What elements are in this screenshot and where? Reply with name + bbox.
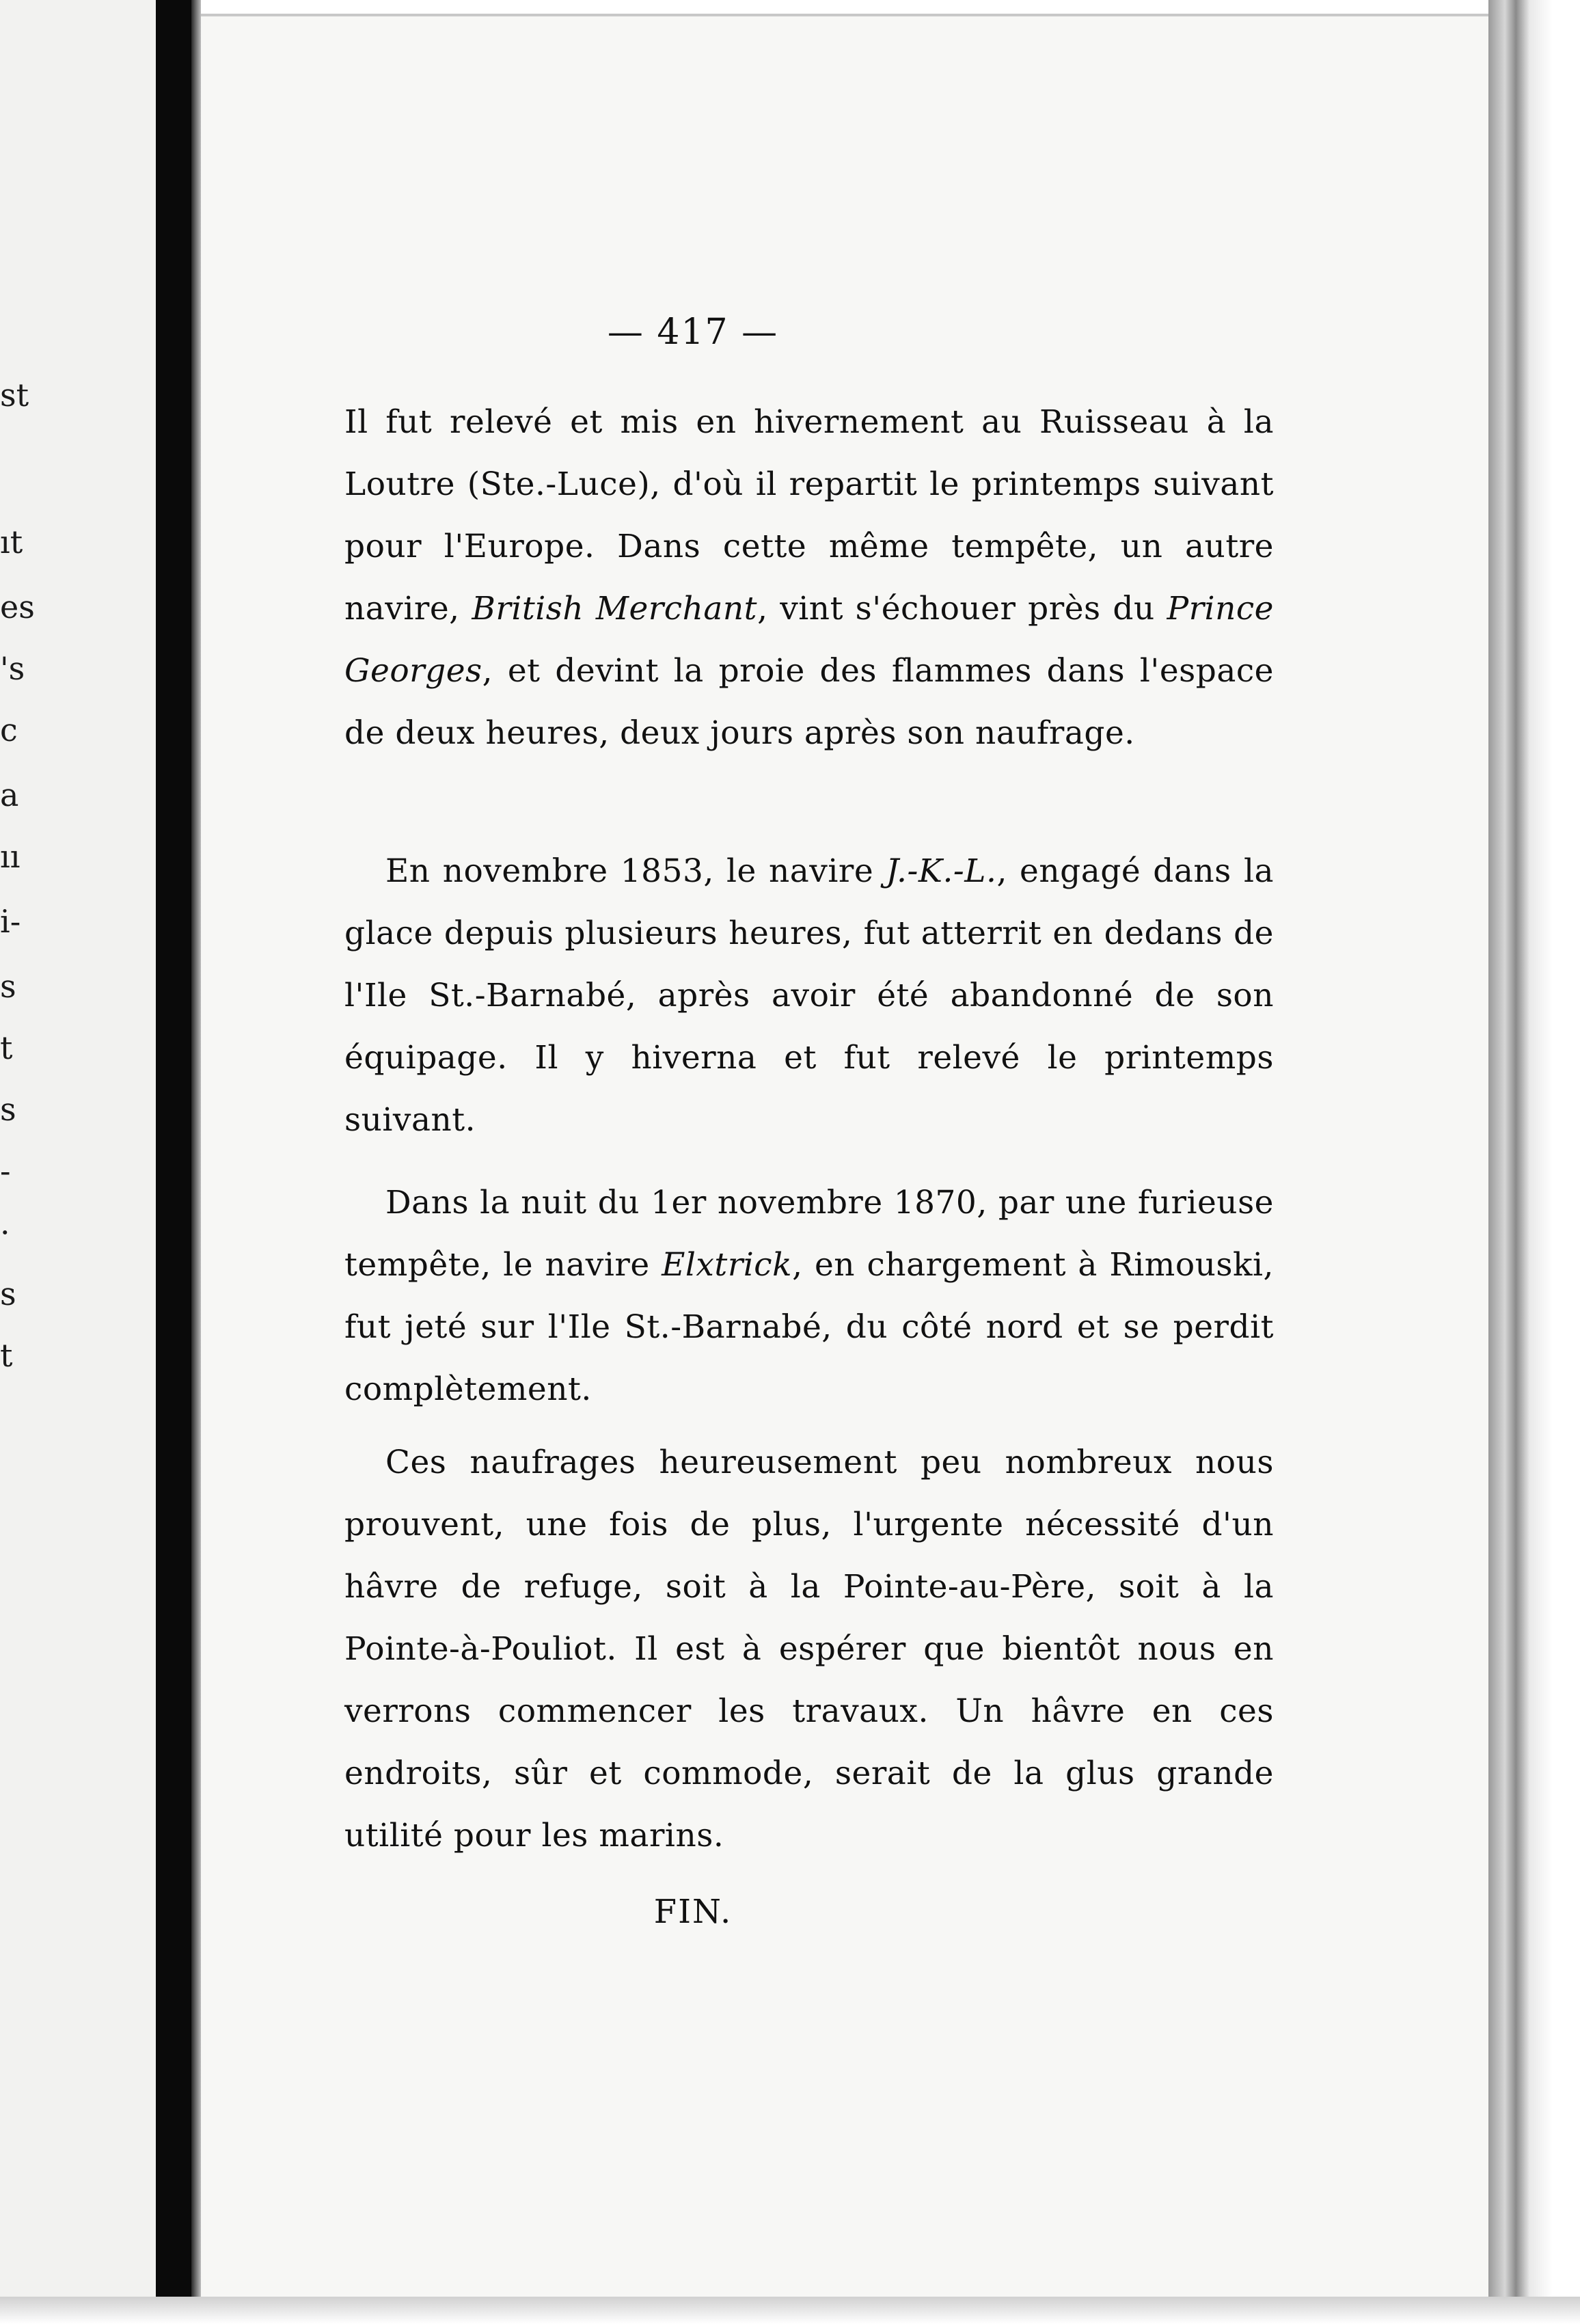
text-fragment: st	[0, 377, 29, 414]
page-number: — 417 —	[607, 312, 779, 353]
text-run: Il fut relevé et mis en hivernement au Ruisseau à la Loutre (Ste.-Luce), d'où il repartit le printemps suivant pour l'Europe. Dans cette même tempête, un autre navire,	[344, 403, 1274, 627]
gutter-shadow	[191, 0, 201, 2324]
text-run: En novembre 1853, le navire	[385, 852, 886, 890]
ship-name: Prince Georges	[344, 590, 1274, 690]
paragraph-3	[344, 1172, 1274, 1420]
text-fragment: s	[0, 1275, 16, 1312]
text-fragment: t	[0, 1337, 13, 1374]
text-fragment: s	[0, 968, 16, 1005]
text-fragment: ıı	[0, 838, 21, 875]
page-stack-edge	[1488, 0, 1580, 2324]
end-marker: FIN.	[653, 1893, 733, 1931]
text-fragment: i-	[0, 903, 21, 940]
bottom-edge	[0, 2297, 1580, 2324]
book-page	[201, 14, 1488, 2313]
text-run: , et devint la proie des flammes dans l'espace de deux heures, deux jours après son naufrage.	[344, 652, 1274, 752]
ship-name: Elxtrick	[662, 1246, 793, 1284]
text-fragment: t	[0, 1029, 13, 1066]
text-fragment: -	[0, 1152, 11, 1189]
text-run: , engagé dans la glace depuis plusieurs heures, fut atterrit en dedans de l'Ile St.-Barnabé, après avoir été abandonné de son équipage. Il y hiverna et fut relevé le printemps suivant.	[344, 852, 1275, 1139]
paragraph-1	[344, 391, 1274, 764]
text-fragment: ıt	[0, 524, 23, 560]
ship-name: British Merchant	[472, 590, 758, 627]
text-fragment: ·	[0, 1214, 10, 1251]
paragraph-4	[344, 1431, 1274, 1867]
text-run: , vint s'échouer près du	[757, 590, 1167, 627]
book-binding-gutter	[156, 0, 197, 2324]
text-run: , en chargement à Rimouski, fut jeté sur l'Ile St.-Barnabé, du côté nord et se perdit complètement.	[344, 1246, 1274, 1408]
ship-name: J.-K.-L.	[886, 852, 997, 890]
text-fragment: es	[0, 589, 35, 625]
text-fragment: c	[0, 712, 18, 748]
paragraph-2	[344, 840, 1274, 1151]
previous-page-text-fragments	[0, 0, 68, 2324]
text-fragment: a	[0, 776, 19, 813]
text-fragment: s	[0, 1091, 16, 1128]
previous-page-edge	[0, 0, 156, 2324]
text-run: Dans la nuit du 1er novembre 1870, par une furieuse tempête, le navire	[344, 1184, 1274, 1284]
text-fragment: 's	[0, 650, 25, 687]
text-run: Ces naufrages heureusement peu nombreux nous prouvent, une fois de plus, l'urgente nécessité d'un hâvre de refuge, soit à la Pointe-au-Père, soit à la Pointe-à-Pouliot. Il est à espérer que bientôt nous en verrons commencer les travaux. Un hâvre en ces endroits, sûr et commode, serait de la glus grande utilité pour les marins.	[344, 1444, 1274, 1854]
